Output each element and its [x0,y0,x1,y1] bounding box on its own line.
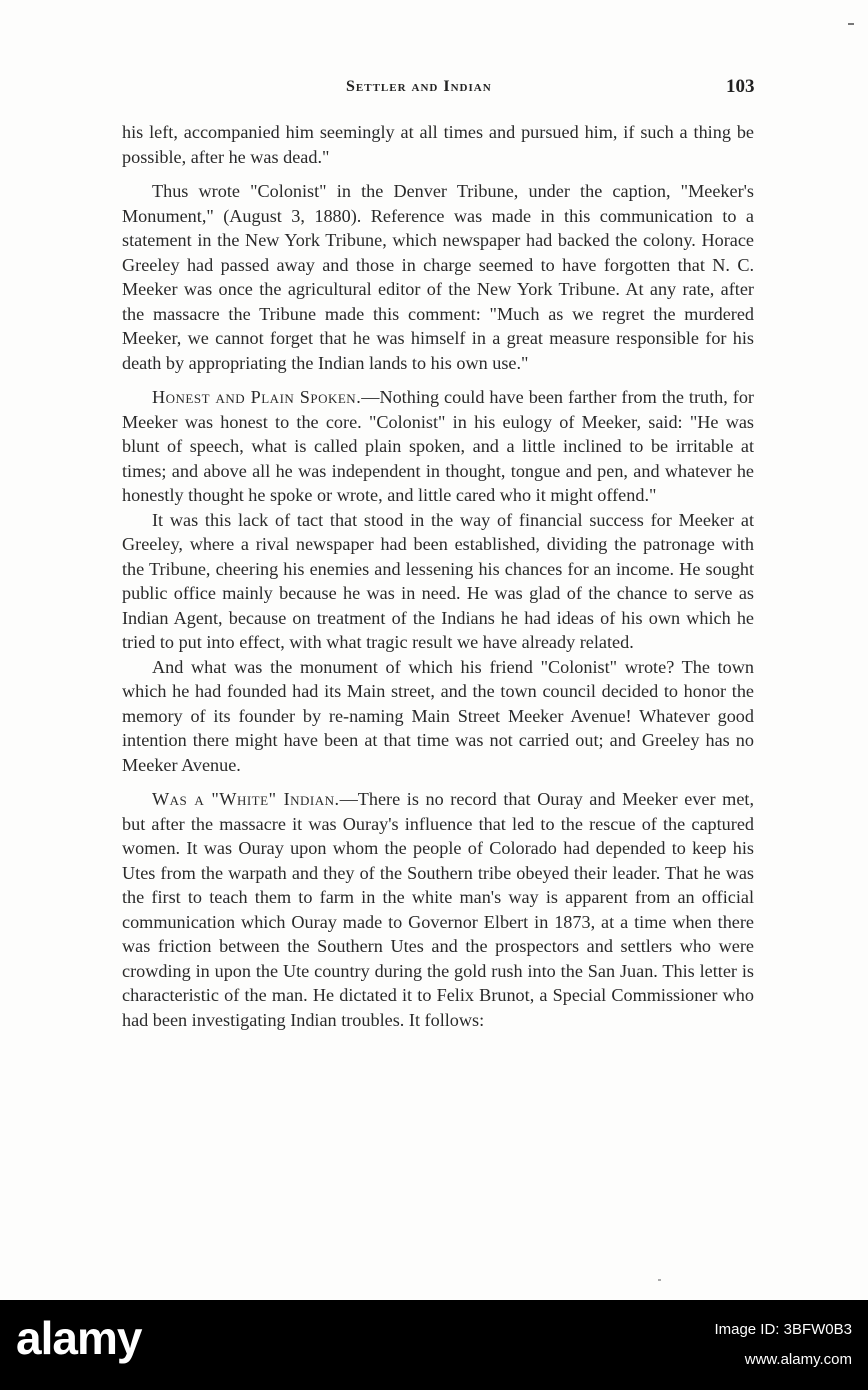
paragraph-2: Thus wrote "Colonist" in the Denver Tribune, under the caption, "Meeker's Monument," (August 3, 1880). Reference was made in this communication to a statement in the New York Tribune, which newspaper had backed the colony. Horace Greeley had passed away and those in charge seemed to have forgotten that N. C. Meeker was once the agricultural editor of the New York Tribune. At any rate, after the massacre the Tribune made this comment: "Much as we regret the murdered Meeker, we cannot forget that he was himself in a great measure responsible for his death by appropriating the Indian lands to his own use." [122,181,754,373]
running-head: Settler and Indian [346,78,492,95]
body-text [122,120,754,1032]
paragraph-1: his left, accompanied him seemingly at all times and pursued him, if such a thing be possible, after he was dead." [122,122,754,167]
paragraph-3-text: —Nothing could have been farther from the truth, for Meeker was honest to the core. "Colonist" in his eulogy of Meeker, said: "He was blunt of speech, what is called plain spoken, and a little inclined to be irritable at times; and above all he was independent in thought, tongue and pen, and whatever he honestly thought he spoke or wrote, and little cared who it might offend." [122,387,754,505]
watermark-image-id: Image ID: 3BFW0B3 [714,1321,852,1338]
paragraph-3 [122,385,754,508]
watermark-url: www.alamy.com [744,1351,852,1368]
paragraph-4: It was this lack of tact that stood in the way of financial success for Meeker at Greeley, where a rival newspaper had been established, dividing the patronage with the Tribune, cheering his enemies and lessening his chances for an income. He sought public office mainly because he was in need. He was glad of the chance to serve as Indian Agent, because on treatment of the Indians he had ideas of his own which he tried to put into effect, with what tragic result we have already related. [122,509,754,652]
section-heading-white-indian: Was a "White" Indian. [152,789,340,809]
scan-speck [658,1279,661,1281]
paragraph-5: And what was the monument of which his friend "Colonist" wrote? The town which he had founded had its Main street, and the town council decided to honor the memory of its founder by re-naming Main Street Meeker Avenue! Whatever good intention there might have been at that time was not carried out; and Greeley has no Meeker Avenue. [122,656,754,775]
scan-mark [848,23,854,25]
section-heading-honest: Honest and Plain Spoken. [152,387,362,407]
paragraph-6 [122,787,754,1032]
paragraph-6-text: —There is no record that Ouray and Meeker ever met, but after the massacre it was Ouray's influence that led to the rescue of the captured women. It was Ouray upon whom the people of Colorado had depended to keep his Utes from the warpath and they of the Southern tribe obeyed their leader. That he was the first to teach them to farm in the white man's way is apparent from an official communication which Ouray made to Governor Elbert in 1873, at a time when there was friction between the Southern Utes and the prospectors and settlers who were crowding in upon the Ute country during the gold rush into the San Juan. This letter is characteristic of the man. He dictated it to Felix Brunot, a Special Commissioner who had been investigating Indian troubles. It follows: [122,789,754,1030]
page-number: 103 [726,76,755,97]
watermark-logo: alamy [16,1312,142,1364]
